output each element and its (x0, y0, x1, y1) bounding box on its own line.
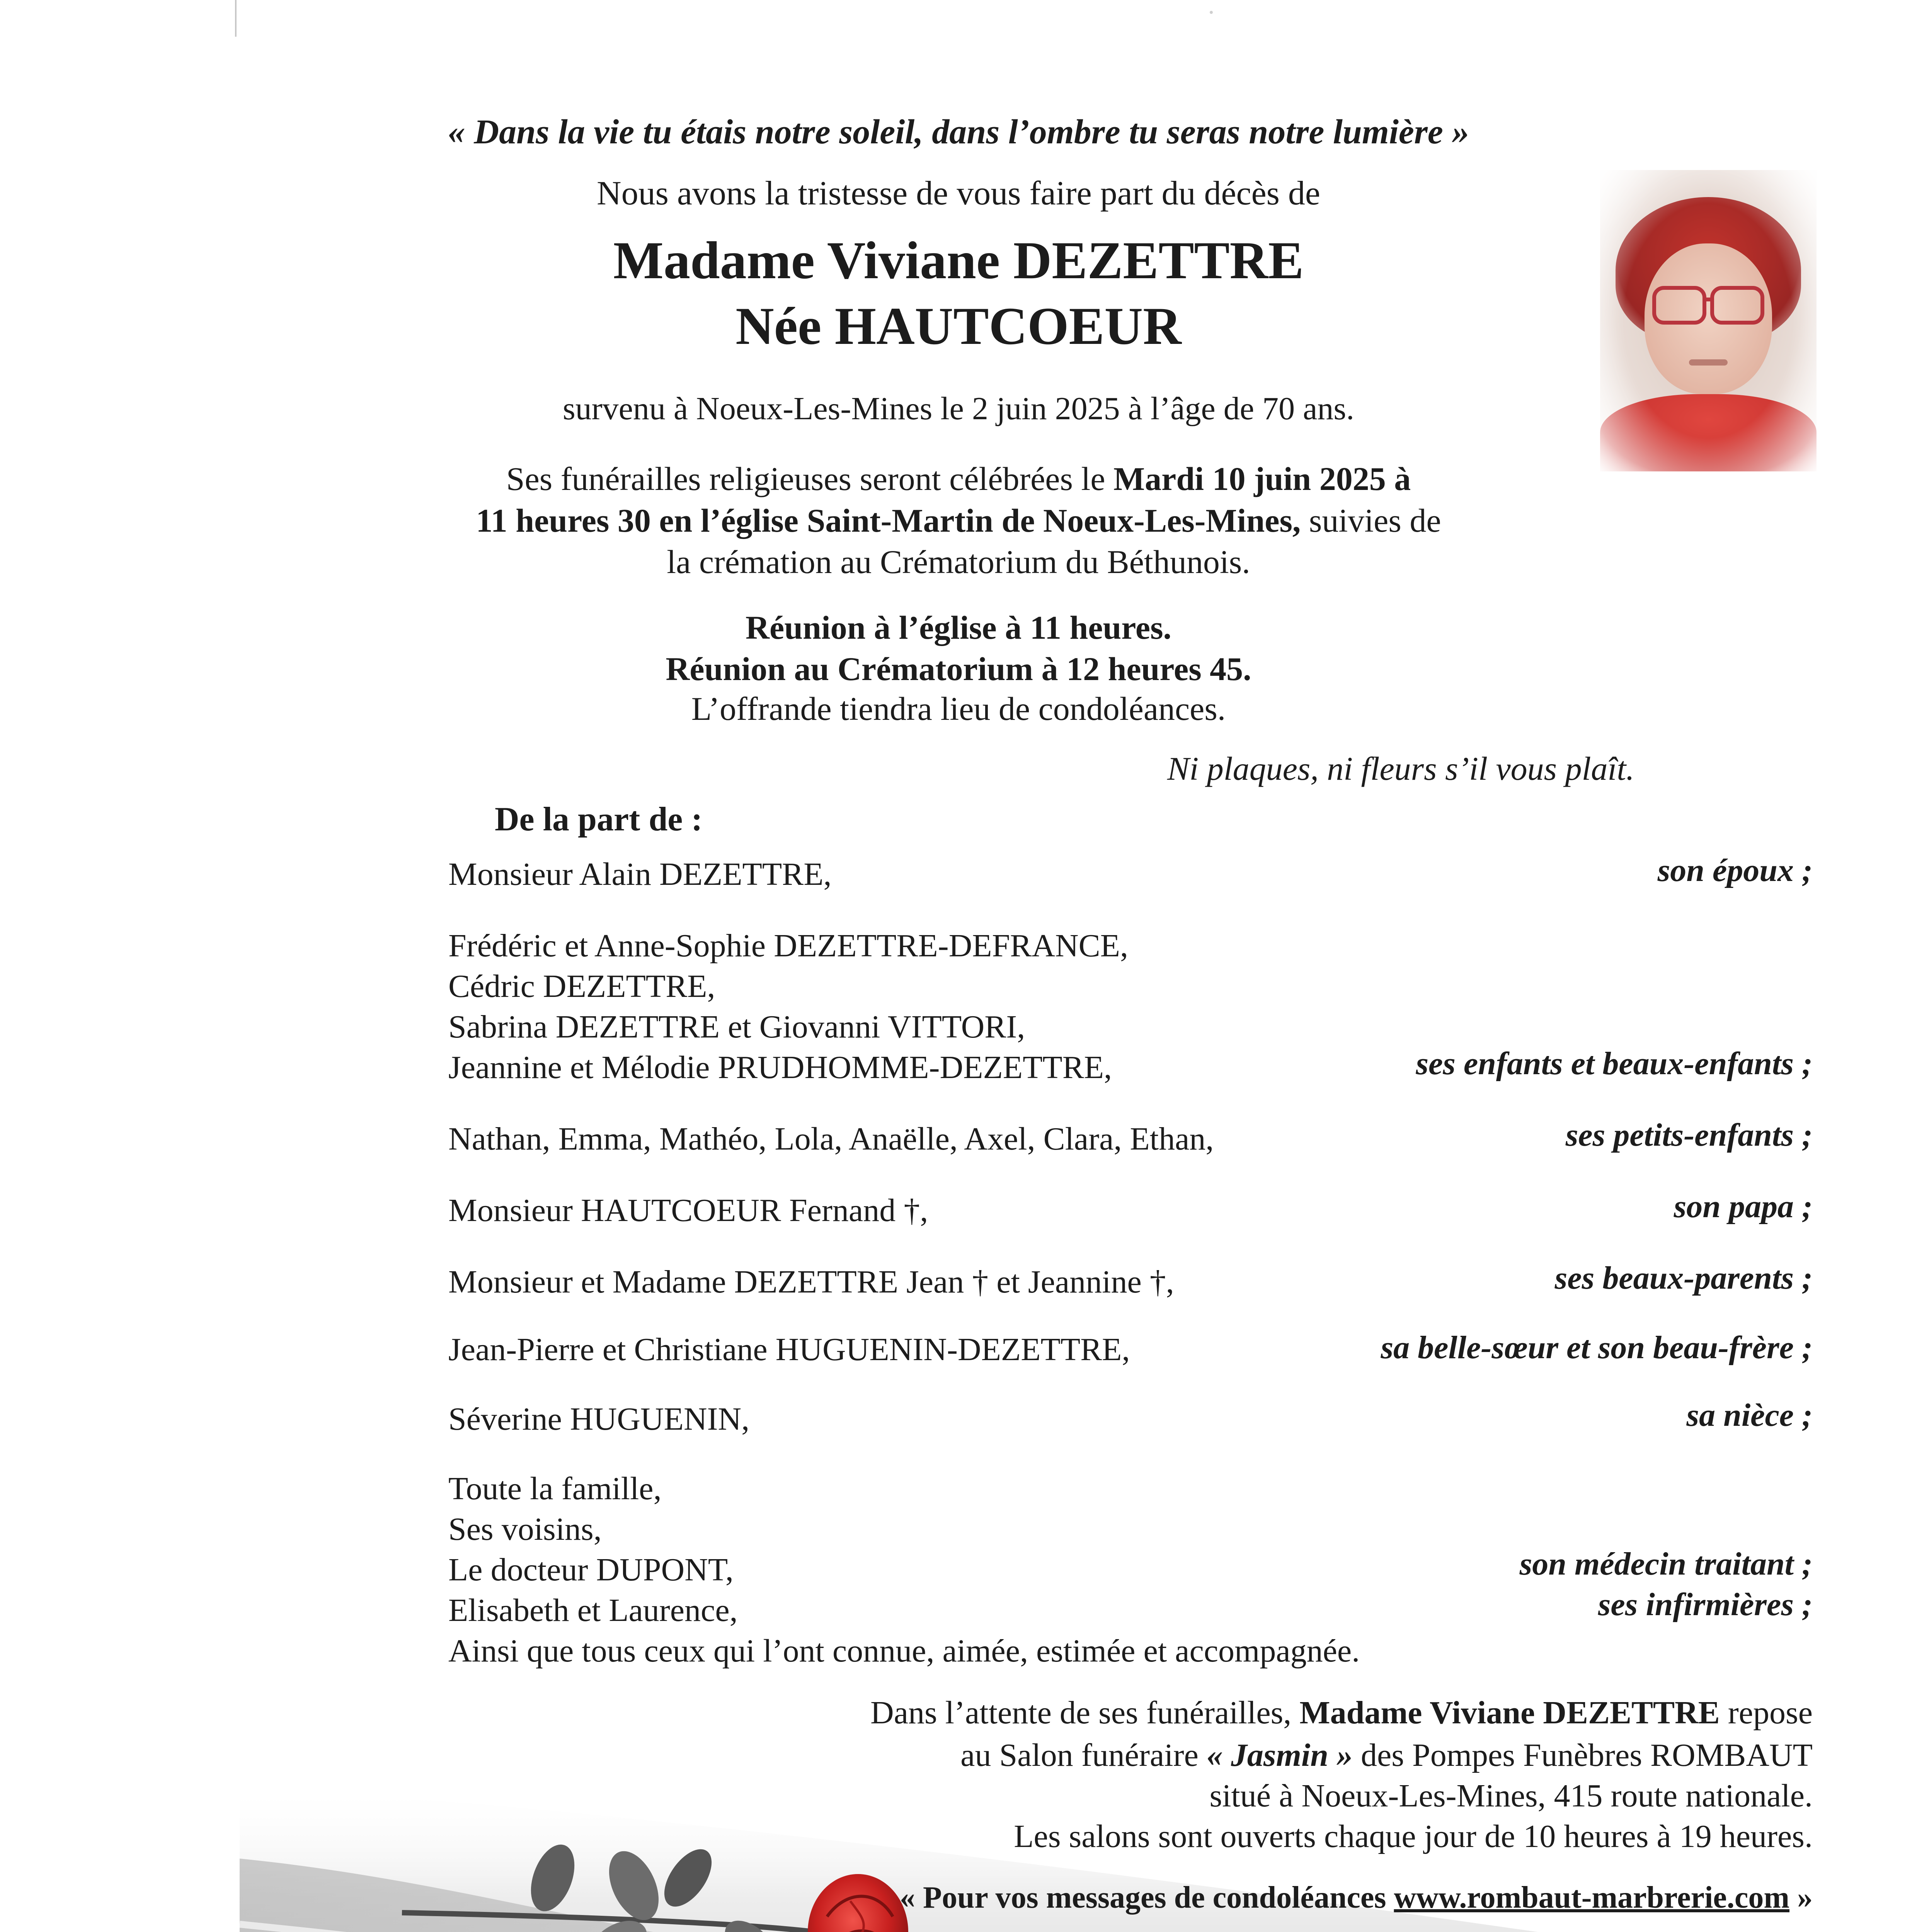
rest-line-4: Les salons sont ouverts chaque jour de 10 heures à 19 heures. (1014, 1818, 1813, 1854)
rest-line-1-end: repose (1720, 1695, 1813, 1731)
scan-dust-dot (1210, 11, 1213, 14)
rest-line-3: situé à Noeux-Les-Mines, 415 route nationale. (1209, 1778, 1813, 1814)
family-relation: son papa ; (1674, 1189, 1813, 1225)
rest-line-2-text: au Salon funéraire (960, 1737, 1207, 1773)
rest-name: Madame Viviane DEZETTRE (1299, 1695, 1720, 1731)
family-relation: ses petits-enfants ; (1565, 1117, 1813, 1153)
rest-line-2 (960, 1737, 1813, 1774)
family-name: Séverine HUGUENIN, (448, 1401, 750, 1437)
funeral-date: Mardi 10 juin 2025 à (1113, 460, 1411, 497)
closing-name: Elisabeth et Laurence, (448, 1592, 738, 1628)
reunion-church: Réunion à l’église à 11 heures. (745, 609, 1172, 646)
family-relation: ses enfants et beaux-enfants ; (1416, 1046, 1813, 1082)
family-name: Monsieur et Madame DEZETTRE Jean † et Jeannine †, (448, 1264, 1174, 1300)
closing-name: Toute la famille, (448, 1471, 662, 1507)
epitaph-quote: « Dans la vie tu étais notre soleil, dans l’ombre tu seras notre lumière » (448, 113, 1469, 151)
family-name: Cédric DEZETTRE, (448, 968, 715, 1004)
funeral-line-2 (0, 502, 1917, 540)
closing-relation: ses infirmières ; (1598, 1587, 1813, 1622)
reunion-crematorium: Réunion au Crématorium à 12 heures 45. (666, 650, 1251, 687)
closing-name: Ainsi que tous ceux qui l’ont connue, aimée, estimée et accompagnée. (448, 1633, 1360, 1669)
closing-name: Le docteur DUPONT, (448, 1552, 734, 1588)
rest-line-2-end: des Pompes Funèbres ROMBAUT (1353, 1737, 1813, 1773)
condolence-link[interactable]: www.rombaut-marbrerie.com (1394, 1881, 1789, 1915)
portrait-photo (1600, 170, 1817, 471)
announcement-intro: Nous avons la tristesse de vous faire part du décès de (597, 175, 1320, 212)
family-relation: son époux ; (1657, 852, 1813, 888)
family-relation: ses beaux-parents ; (1554, 1260, 1813, 1296)
family-name: Jeannine et Mélodie PRUDHOMME-DEZETTRE, (448, 1049, 1112, 1085)
deceased-name: Madame Viviane DEZETTRE (613, 231, 1304, 290)
rest-line-1 (870, 1694, 1813, 1732)
deceased-maiden-name: Née HAUTCOEUR (735, 296, 1182, 355)
death-details: survenu à Noeux-Les-Mines le 2 juin 2025 à l’âge de 70 ans. (562, 391, 1355, 427)
condolence-messages (900, 1880, 1813, 1915)
scan-edge-mark (235, 0, 237, 37)
offering-note: L’offrande tiendra lieu de condoléances. (691, 690, 1226, 727)
family-name: Monsieur Alain DEZETTRE, (448, 856, 832, 892)
funeral-line-1 (0, 460, 1917, 498)
family-name: Frédéric et Anne-Sophie DEZETTRE-DEFRANCE, (448, 928, 1128, 964)
condolence-text: « Pour vos messages de condoléances (900, 1881, 1394, 1915)
closing-relation: son médecin traitant ; (1519, 1546, 1813, 1582)
family-name: Nathan, Emma, Mathéo, Lola, Anaëlle, Axel, Clara, Ethan, (448, 1121, 1214, 1157)
family-name: Jean-Pierre et Christiane HUGUENIN-DEZETTRE, (448, 1332, 1130, 1367)
from-label: De la part de : (495, 801, 703, 838)
no-flowers-note: Ni plaques, ni fleurs s’il vous plaît. (1167, 750, 1634, 787)
funeral-place: 11 heures 30 en l’église Saint-Martin de Noeux-Les-Mines, (476, 502, 1301, 539)
family-relation: sa belle-sœur et son beau-frère ; (1381, 1330, 1813, 1366)
condolence-end: » (1789, 1881, 1813, 1915)
closing-name: Ses voisins, (448, 1511, 602, 1547)
funeral-line-3: la crémation au Crématorium du Béthunois. (667, 543, 1250, 580)
family-name: Sabrina DEZETTRE et Giovanni VITTORI, (448, 1009, 1025, 1045)
family-relation: sa nièce ; (1686, 1397, 1813, 1433)
rest-line-1-text: Dans l’attente de ses funérailles, (870, 1695, 1300, 1731)
funeral-line-2-text: suivies de (1301, 502, 1441, 539)
family-name: Monsieur HAUTCOEUR Fernand †, (448, 1192, 928, 1228)
salon-name: « Jasmin » (1206, 1737, 1353, 1773)
funeral-line-1-text: Ses funérailles religieuses seront célébrées le (506, 460, 1113, 497)
